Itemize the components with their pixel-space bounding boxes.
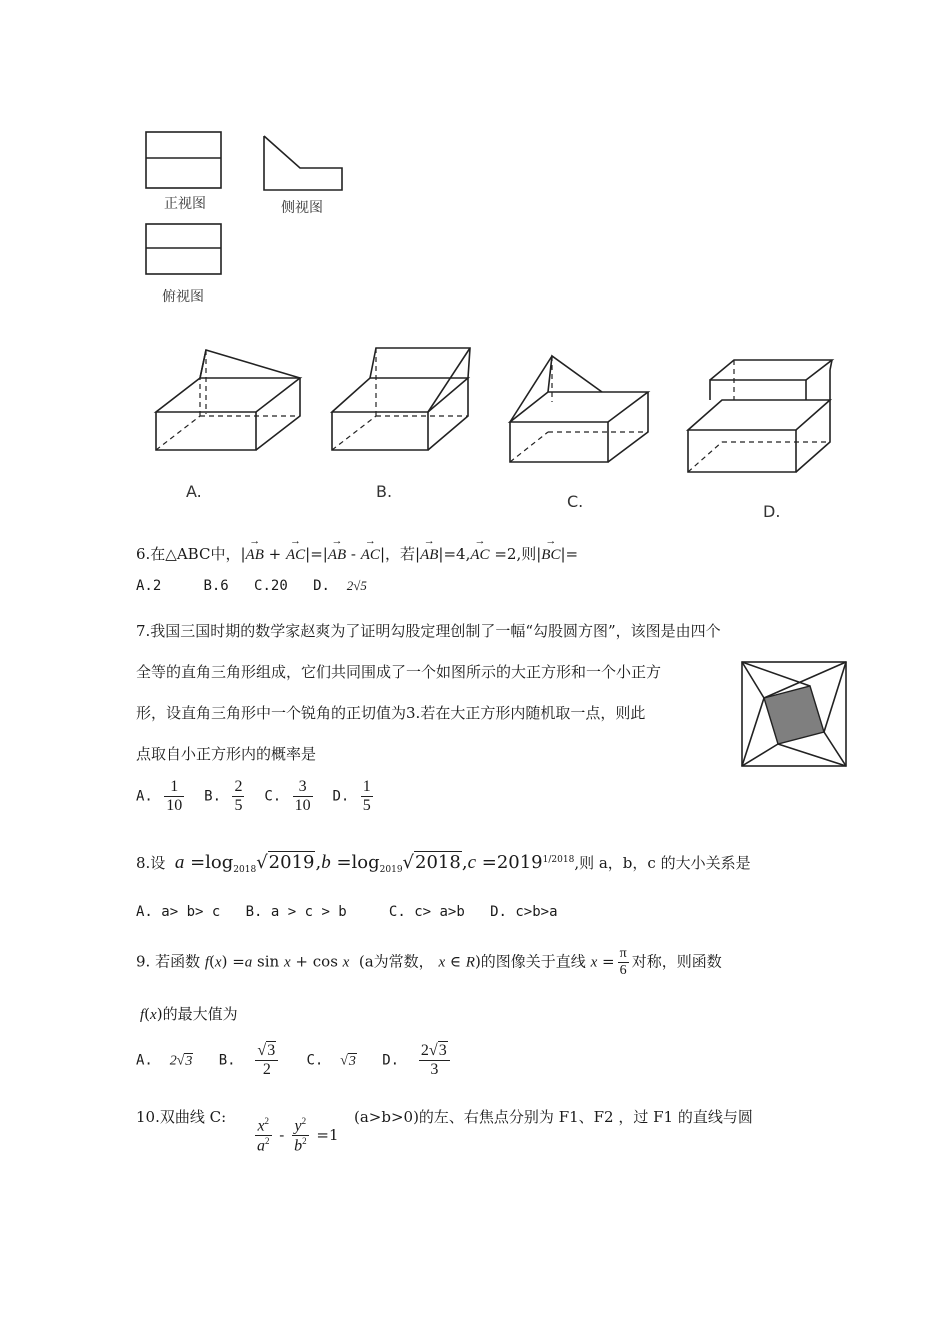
- q6-given: =4,: [443, 545, 471, 563]
- q6-middle: ，若: [385, 545, 416, 563]
- q7-option-c-frac: $\frac{3}{10}$: [294, 778, 311, 814]
- q6-then: ,则: [516, 545, 537, 563]
- q6-options: A.2 B.6 C.20 D. 2√5: [136, 578, 367, 594]
- q10-suffix: (a>b>0)的左、右焦点分别为 F1、F2 ，过 F1 的直线与圆: [354, 1108, 753, 1126]
- question-9: 9. 若函数 f(x) =a sin x + cos x (a为常数， x ∈ R)的图像关于直线 x = $\frac{\pi}{6}$ 对称，则函数: [136, 946, 722, 978]
- q9-line-2: f(x)的最大值为: [140, 1005, 238, 1023]
- q10-equation: $\frac{x^2}{a^2}$ - $\frac{y^2}{b^2}$ =1: [257, 1116, 339, 1155]
- choice-b-label: B.: [376, 482, 393, 501]
- q7-option-d-frac: $\frac{1}{5}$: [362, 778, 371, 814]
- zhao-shuang-square-figure: [738, 658, 852, 770]
- choice-a-label: A.: [186, 482, 202, 501]
- choice-c-label: C.: [567, 492, 584, 511]
- choice-d-label: D.: [763, 502, 781, 521]
- q7-line-4: 点取自小正方形内的概率是: [136, 745, 317, 763]
- q7-option-a-frac: $\frac{1}{10}$: [166, 778, 183, 814]
- q7-line-2: 全等的直角三角形组成，它们共同围成了一个如图所示的大正方形和一个小正方: [136, 663, 662, 681]
- solid-choices: [140, 330, 860, 530]
- question-6: 6.在△ABC中，|→ AB + → AC|=|→ AB - → AC|，若|→ AB|=4,→ AC =2,则|→ BC|=: [136, 543, 578, 564]
- q7-options: A. $\frac{1}{10}$ B. $\frac{2}{5}$ C. $\frac{3}{10}$ D. $\frac{1}{5}$: [136, 778, 371, 814]
- q7-line-1: 7.我国三国时期的数学家赵爽为了证明勾股定理创制了一幅“勾股圆方图”，该图是由四个: [136, 622, 721, 640]
- top-view-label: 俯视图: [162, 289, 204, 305]
- side-view-label: 侧视图: [281, 200, 323, 216]
- solid-d: [688, 360, 832, 472]
- q8-options: A. a> b> c B. a > c > b C. c> a>b D. c>b>a: [136, 904, 558, 920]
- question-10: 10.双曲线 C:: [136, 1108, 227, 1126]
- solid-a: [156, 350, 300, 450]
- solid-b: [332, 348, 470, 450]
- question-8: 8.设 $a =\log_{2018}√2019,b =\log_{2019}√2018,c =2019^{1/2018}$,则 a，b，c 的大小关系是: [136, 852, 751, 875]
- q6-eq: =: [565, 545, 579, 563]
- front-view-label: 正视图: [164, 196, 206, 212]
- q7-option-b-frac: $\frac{2}{5}$: [234, 778, 243, 814]
- q9-options: A. 2√3 B. $\frac{√3}{2}$ C. √3 D. $\frac{2√3}{3}$: [136, 1042, 453, 1079]
- q6-given2: =2: [494, 545, 517, 563]
- solid-c: [510, 356, 648, 462]
- q6-prefix: 6.在△ABC中，: [136, 545, 241, 563]
- q7-line-3: 形，设直角三角形中一个锐角的正切值为3.若在大正方形内随机取一点，则此: [136, 704, 646, 722]
